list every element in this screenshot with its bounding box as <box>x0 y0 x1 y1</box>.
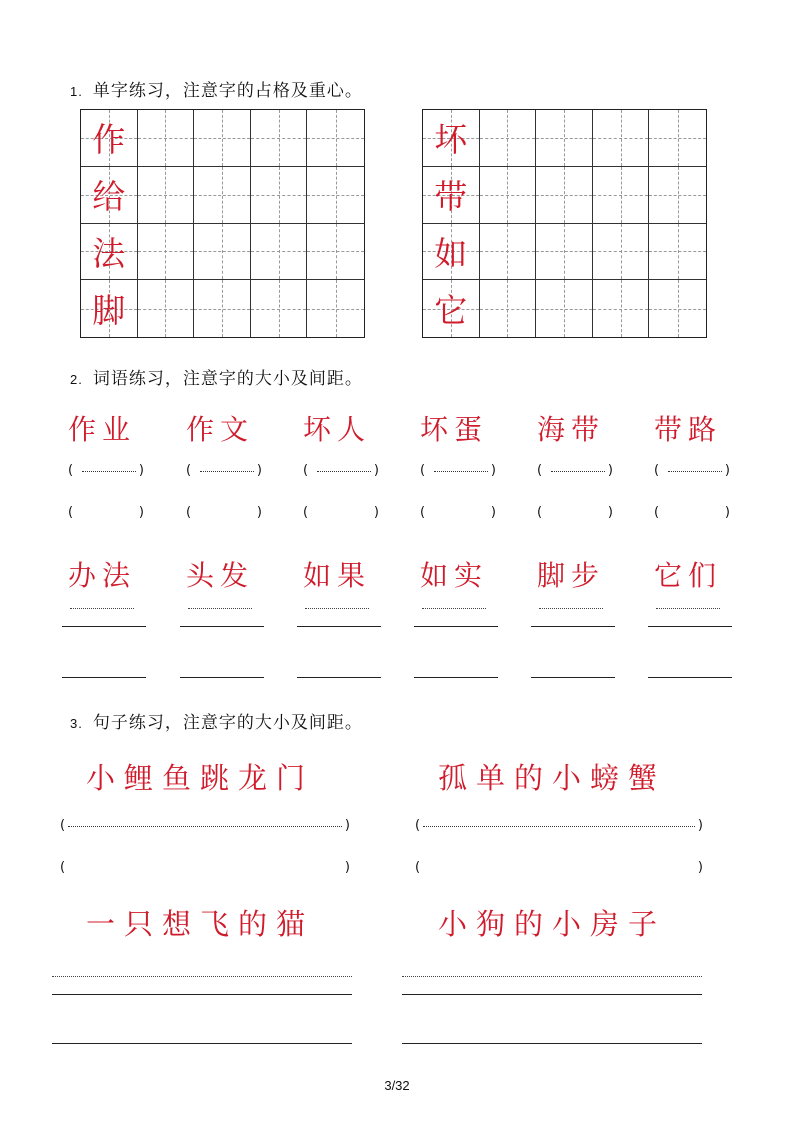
word-row2-line-2[interactable] <box>297 677 381 678</box>
word-row1-answer-dotted[interactable]: ( ) <box>537 463 613 478</box>
word-row2-line-2[interactable] <box>180 677 264 678</box>
left-grid-cell[interactable] <box>81 110 138 167</box>
left-grid-cell[interactable] <box>138 110 195 167</box>
word-row1-answer-blank[interactable]: ( ) <box>654 505 730 520</box>
sentence-4-dotted-line <box>402 976 702 977</box>
left-grid-cell[interactable] <box>307 167 364 224</box>
right-grid-cell[interactable] <box>593 224 650 281</box>
word-row2-line-1[interactable] <box>297 626 381 627</box>
right-grid-cell[interactable] <box>480 224 537 281</box>
sentence-3: 一只想飞的猫 <box>86 907 315 941</box>
right-tianzige-grid <box>422 109 707 338</box>
sentence-2-answer-blank[interactable]: ( ) <box>415 860 703 875</box>
word-row2-dotted-line <box>656 608 720 609</box>
right-grid-cell[interactable] <box>423 110 480 167</box>
left-grid-cell[interactable] <box>194 224 251 281</box>
left-grid-cell[interactable] <box>251 110 308 167</box>
word-row1-answer-dotted[interactable]: ( ) <box>420 463 496 478</box>
sentence-4-line-1[interactable] <box>402 994 702 995</box>
left-grid-cell[interactable] <box>138 224 195 281</box>
left-grid-cell[interactable] <box>194 280 251 337</box>
right-grid-cell[interactable] <box>593 280 650 337</box>
left-grid-cell[interactable] <box>251 224 308 281</box>
word-row1-answer-dotted[interactable]: ( ) <box>654 463 730 478</box>
word-row2-line-1[interactable] <box>180 626 264 627</box>
section-1-heading <box>70 76 363 101</box>
sentence-2-answer-dotted[interactable]: ( ) <box>415 818 703 833</box>
left-grid-cell[interactable] <box>194 167 251 224</box>
left-grid-model-char: 法 <box>92 233 126 273</box>
left-grid-model-char: 脚 <box>92 291 126 331</box>
sentence-1-answer-blank[interactable]: ( ) <box>60 860 350 875</box>
left-grid-cell[interactable] <box>194 110 251 167</box>
sentence-4-line-2[interactable] <box>402 1043 702 1044</box>
sentence-3-line-2[interactable] <box>52 1043 352 1044</box>
word-row2-line-1[interactable] <box>648 626 732 627</box>
word-row1-answer-blank[interactable]: ( ) <box>68 505 144 520</box>
section-3-title: 句子练习，注意字的大小及间距。 <box>92 713 363 733</box>
left-grid-cell[interactable] <box>307 280 364 337</box>
word-row2-item: 头发 <box>186 559 255 592</box>
left-grid-cell[interactable] <box>138 280 195 337</box>
right-grid-cell[interactable] <box>423 167 480 224</box>
right-grid-cell[interactable] <box>480 110 537 167</box>
left-grid-cell[interactable] <box>138 167 195 224</box>
right-grid-cell[interactable] <box>649 110 706 167</box>
word-row2-line-1[interactable] <box>62 626 146 627</box>
left-grid-cell[interactable] <box>307 110 364 167</box>
right-grid-cell[interactable] <box>423 280 480 337</box>
right-grid-model-char: 如 <box>434 233 468 273</box>
word-row2-dotted-line <box>188 608 252 609</box>
word-row2-dotted-line <box>422 608 486 609</box>
right-grid-cell[interactable] <box>480 167 537 224</box>
word-row1-answer-blank[interactable]: ( ) <box>420 505 496 520</box>
left-grid-cell[interactable] <box>81 280 138 337</box>
word-row1-item: 坏人 <box>303 413 372 446</box>
right-grid-cell[interactable] <box>480 280 537 337</box>
word-row2-dotted-line <box>70 608 134 609</box>
section-1-number: 1. <box>70 84 83 99</box>
right-grid-cell[interactable] <box>593 110 650 167</box>
word-row2-item: 办法 <box>68 559 137 592</box>
word-row2-item: 如果 <box>303 559 372 592</box>
word-row1-answer-dotted[interactable]: ( ) <box>68 463 144 478</box>
right-grid-cell[interactable] <box>536 167 593 224</box>
sentence-1: 小鲤鱼跳龙门 <box>86 761 315 795</box>
sentence-3-dotted-line <box>52 976 352 977</box>
left-grid-model-char: 给 <box>92 177 126 217</box>
right-grid-cell[interactable] <box>536 110 593 167</box>
section-2-title: 词语练习，注意字的大小及间距。 <box>92 369 363 389</box>
word-row1-item: 作业 <box>68 413 137 446</box>
right-grid-cell[interactable] <box>423 224 480 281</box>
right-grid-cell[interactable] <box>649 224 706 281</box>
section-2-number: 2. <box>70 372 83 387</box>
word-row1-answer-blank[interactable]: ( ) <box>537 505 613 520</box>
sentence-4: 小狗的小房子 <box>438 907 667 941</box>
word-row1-item: 带路 <box>654 413 723 446</box>
word-row1-answer-blank[interactable]: ( ) <box>186 505 262 520</box>
section-3-heading <box>70 708 363 733</box>
word-row1-item: 坏蛋 <box>420 413 489 446</box>
word-row1-answer-blank[interactable]: ( ) <box>303 505 379 520</box>
word-row2-dotted-line <box>539 608 603 609</box>
right-grid-cell[interactable] <box>649 280 706 337</box>
sentence-2: 孤单的小螃蟹 <box>438 761 667 795</box>
word-row2-item: 它们 <box>654 559 723 592</box>
word-row2-line-2[interactable] <box>414 677 498 678</box>
right-grid-model-char: 它 <box>434 291 468 331</box>
left-grid-model-char: 作 <box>92 120 126 160</box>
sentence-3-line-1[interactable] <box>52 994 352 995</box>
word-row2-line-1[interactable] <box>531 626 615 627</box>
word-row1-item: 作文 <box>186 413 255 446</box>
right-grid-cell[interactable] <box>536 224 593 281</box>
left-grid-cell[interactable] <box>307 224 364 281</box>
page-number: 3/32 <box>384 1078 410 1093</box>
section-2-heading <box>70 364 363 389</box>
word-row2-line-2[interactable] <box>62 677 146 678</box>
right-grid-model-char: 坏 <box>434 120 468 160</box>
right-grid-model-char: 带 <box>434 177 468 217</box>
word-row1-answer-dotted[interactable]: ( ) <box>303 463 379 478</box>
section-3-number: 3. <box>70 716 83 731</box>
word-row2-item: 脚步 <box>537 559 606 592</box>
left-tianzige-grid <box>80 109 365 338</box>
right-grid-cell[interactable] <box>536 280 593 337</box>
word-row2-line-1[interactable] <box>414 626 498 627</box>
sentence-1-answer-dotted[interactable]: ( ) <box>60 818 350 833</box>
word-row2-dotted-line <box>305 608 369 609</box>
left-grid-cell[interactable] <box>251 280 308 337</box>
word-row2-line-2[interactable] <box>648 677 732 678</box>
section-1-title: 单字练习，注意字的占格及重心。 <box>92 81 363 101</box>
right-grid-cell[interactable] <box>649 167 706 224</box>
word-row1-answer-dotted[interactable]: ( ) <box>186 463 262 478</box>
word-row1-item: 海带 <box>537 413 606 446</box>
word-row2-line-2[interactable] <box>531 677 615 678</box>
left-grid-cell[interactable] <box>81 224 138 281</box>
left-grid-cell[interactable] <box>251 167 308 224</box>
right-grid-cell[interactable] <box>593 167 650 224</box>
word-row2-item: 如实 <box>420 559 489 592</box>
left-grid-cell[interactable] <box>81 167 138 224</box>
